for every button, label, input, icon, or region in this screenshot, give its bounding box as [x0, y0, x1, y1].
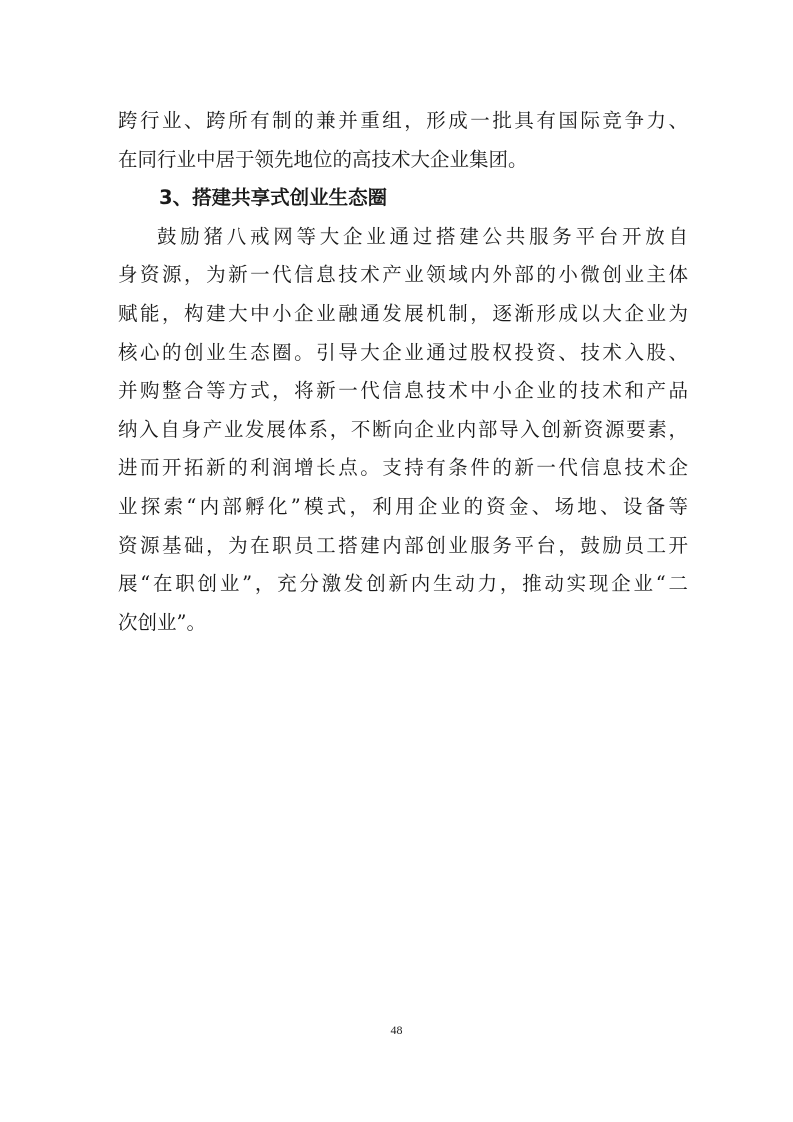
text-line: 身资源，为新一代信息技术产业领域内外部的小微创业主体	[118, 263, 688, 287]
text-line: 并购整合等方式，将新一代信息技术中小企业的技术和产品	[118, 379, 688, 403]
text-line: 资源基础，为在职员工搭建内部创业服务平台，鼓励员工开	[118, 533, 688, 557]
text-line: 进而开拓新的利润增长点。支持有条件的新一代信息技术企	[118, 456, 688, 480]
text-line: 业探索“内部孵化”模式，利用企业的资金、场地、设备等	[118, 494, 688, 518]
section-heading: 3、搭建共享式创业生态圈	[159, 186, 388, 210]
text-line: 赋能，构建大中小企业融通发展机制，逐渐形成以大企业为	[118, 301, 688, 325]
text-line: 次创业”。	[118, 610, 206, 634]
text-line: 在同行业中居于领先地位的高技术大企业集团。	[118, 147, 528, 171]
text-line: 鼓励猪八戒网等大企业通过搭建公共服务平台开放自	[157, 224, 688, 248]
body-text	[118, 102, 688, 642]
page-number: 48	[390, 1023, 403, 1037]
text-line: 核心的创业生态圈。引导大企业通过股权投资、技术入股、	[118, 340, 688, 364]
text-line: 展“在职创业”，充分激发创新内生动力，推动实现企业“二	[118, 572, 688, 596]
text-line: 跨行业、跨所有制的兼并重组，形成一批具有国际竞争力、	[118, 109, 688, 132]
text-line: 纳入自身产业发展体系，不断向企业内部导入创新资源要素，	[118, 417, 688, 441]
